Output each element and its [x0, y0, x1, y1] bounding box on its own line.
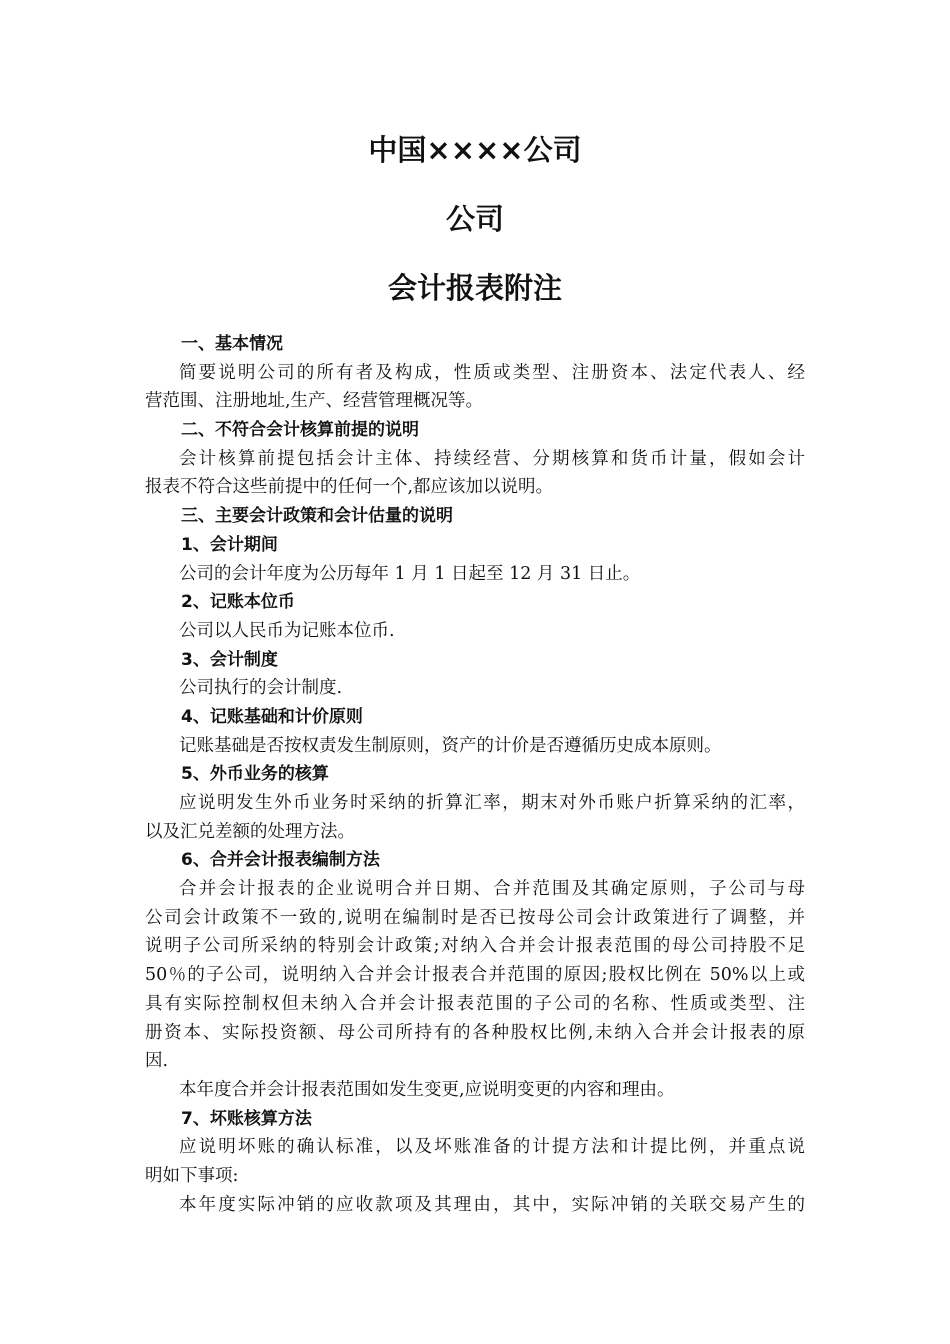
- section-heading: 1、会计期间: [181, 534, 278, 555]
- section-heading: 5、外币业务的核算: [181, 764, 329, 785]
- paragraph-line: 应说明坏账的确认标准，以及坏账准备的计提方法和计提比例，并重点说: [179, 1137, 805, 1158]
- paragraph-line: 公司的会计年度为公历每年 1 月 1 日起至 12 月 31 日止。: [179, 563, 641, 584]
- paragraph-line: 合并会计报表的企业说明合并日期、合并范围及其确定原则，子公司与母: [179, 879, 805, 900]
- paragraph-line: 公司以人民币为记账本位币.: [179, 620, 395, 641]
- paragraph-line: 简要说明公司的所有者及构成，性质或类型、注册资本、法定代表人、经: [179, 362, 805, 383]
- paragraph-line: 册资本、实际投资额、母公司所持有的各种股权比例,未纳入合并会计报表的原: [145, 1022, 805, 1043]
- section-heading: 二、不符合会计核算前提的说明: [181, 420, 419, 441]
- paragraph-line: 具有实际控制权但未纳入合并会计报表范围的子公司的名称、性质或类型、注: [145, 993, 805, 1014]
- paragraph-line: 因.: [145, 1051, 169, 1072]
- paragraph-line: 记账基础是否按权责发生制原则，资产的计价是否遵循历史成本原则。: [179, 735, 722, 756]
- paragraph-line: 会计核算前提包括会计主体、持续经营、分期核算和货币计量，假如会计: [179, 448, 805, 469]
- document-company-title: 中国××××公司: [368, 133, 582, 167]
- section-heading: 一、基本情况: [181, 334, 283, 354]
- paragraph-line: 明如下事项:: [145, 1165, 239, 1186]
- section-heading: 6、合并会计报表编制方法: [181, 850, 380, 871]
- paragraph-line: 报表不符合这些前提中的任何一个,都应该加以说明。: [145, 477, 554, 498]
- paragraph-line: 本年度实际冲销的应收款项及其理由，其中，实际冲销的关联交易产生的: [179, 1194, 805, 1215]
- document-body: [145, 330, 805, 1219]
- section-heading: 4、记账基础和计价原则: [181, 706, 363, 727]
- paragraph-line: 公司会计政策不一致的,说明在编制时是否已按母公司会计政策进行了调整，并: [145, 907, 805, 928]
- paragraph-line: 营范围、注册地址,生产、经营管理概况等。: [145, 391, 484, 412]
- section-heading: 7、坏账核算方法: [181, 1108, 312, 1129]
- paragraph-line: 说明子公司所采纳的特别会计政策;对纳入合并会计报表范围的母公司持股不足: [145, 936, 805, 957]
- paragraph-line: 以及汇兑差额的处理方法。: [145, 821, 355, 842]
- paragraph-line: 公司执行的会计制度.: [179, 678, 343, 699]
- document-subtitle: 公司: [445, 202, 504, 236]
- paragraph-line: 应说明发生外币业务时采纳的折算汇率，期末对外币账户折算采纳的汇率，: [179, 793, 805, 813]
- paragraph-line: 本年度合并会计报表范围如发生变更,应说明变更的内容和理由。: [179, 1079, 675, 1100]
- section-heading: 三、主要会计政策和会计估量的说明: [181, 506, 453, 527]
- document-title: 会计报表附注: [387, 271, 562, 305]
- section-heading: 2、记账本位币: [181, 592, 295, 613]
- paragraph-line: 50％的子公司，说明纳入合并会计报表合并范围的原因;股权比例在 50%以上或: [145, 965, 805, 986]
- section-heading: 3、会计制度: [181, 649, 278, 670]
